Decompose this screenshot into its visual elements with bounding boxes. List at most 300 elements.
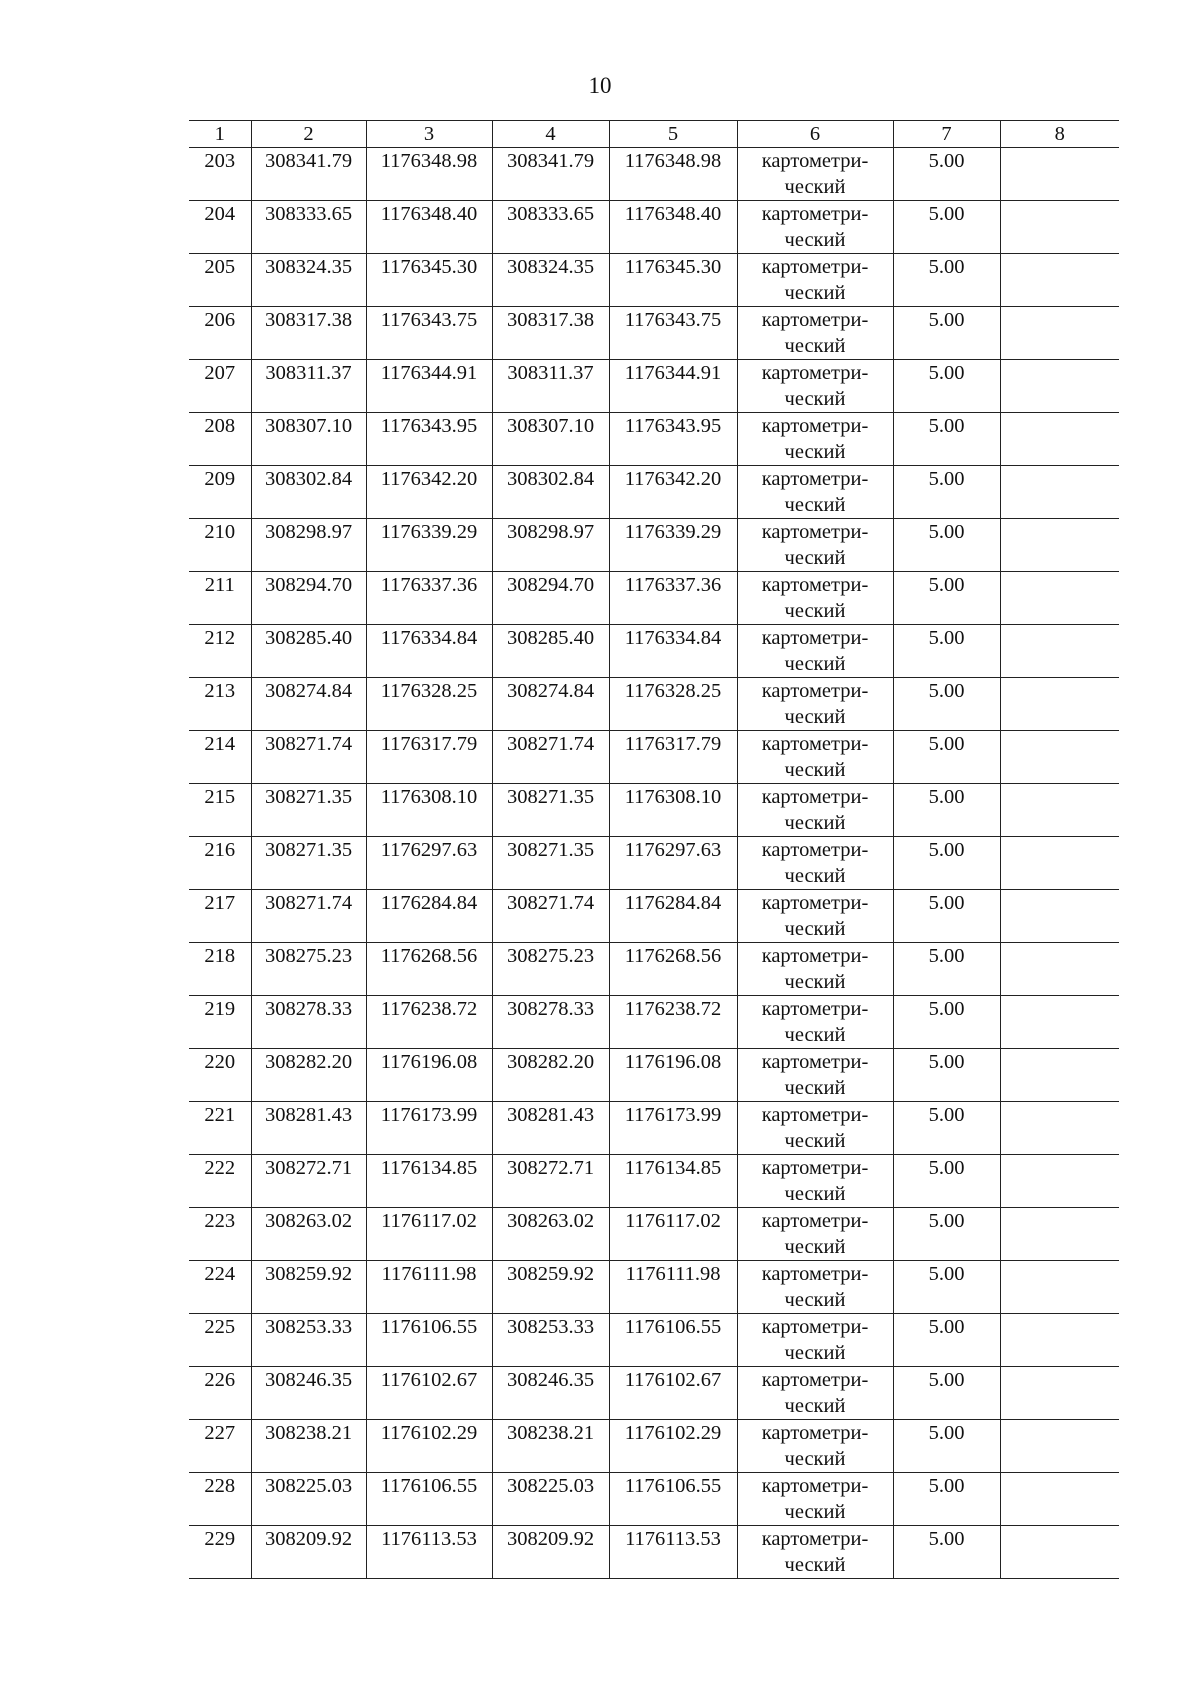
point-number-cell: 206: [189, 307, 251, 360]
y-coordinate-cell: 1176106.55: [609, 1314, 737, 1367]
method-text: картометри-: [761, 574, 869, 596]
x-coordinate-cell: 308225.03: [492, 1473, 609, 1526]
notes-cell: [1000, 1261, 1119, 1314]
method-text: картометри-: [761, 1263, 869, 1285]
table-row: [189, 201, 1119, 254]
accuracy-cell: 5.00: [893, 784, 1000, 837]
column-header: 8: [1000, 121, 1119, 148]
method-text: картометри-: [761, 1051, 869, 1073]
accuracy-cell: 5.00: [893, 148, 1000, 201]
y-coordinate-cell: 1176113.53: [609, 1526, 737, 1579]
accuracy-cell: 5.00: [893, 201, 1000, 254]
method-text: ческий: [784, 1395, 846, 1417]
accuracy-cell: 5.00: [893, 837, 1000, 890]
point-number-cell: 209: [189, 466, 251, 519]
method-cell: [737, 360, 893, 413]
x-coordinate-cell: 308271.35: [492, 784, 609, 837]
notes-cell: [1000, 1473, 1119, 1526]
x-coordinate-cell: 308263.02: [251, 1208, 366, 1261]
method-text: ческий: [784, 1448, 846, 1470]
y-coordinate-cell: 1176111.98: [609, 1261, 737, 1314]
x-coordinate-cell: 308271.74: [492, 890, 609, 943]
method-text: ческий: [784, 1289, 846, 1311]
method-text: картометри-: [761, 1210, 869, 1232]
point-number-cell: 219: [189, 996, 251, 1049]
x-coordinate-cell: 308271.35: [492, 837, 609, 890]
method-text: картометри-: [761, 1475, 869, 1497]
x-coordinate-cell: 308272.71: [492, 1155, 609, 1208]
y-coordinate-cell: 1176348.40: [366, 201, 492, 254]
table-row: [189, 890, 1119, 943]
y-coordinate-cell: 1176334.84: [609, 625, 737, 678]
method-text: ческий: [784, 1024, 846, 1046]
accuracy-cell: 5.00: [893, 1526, 1000, 1579]
method-text: ческий: [784, 441, 846, 463]
method-text: картометри-: [761, 733, 869, 755]
table-row: [189, 625, 1119, 678]
accuracy-cell: 5.00: [893, 1208, 1000, 1261]
table-body: [189, 148, 1119, 1579]
point-number-cell: 227: [189, 1420, 251, 1473]
notes-cell: [1000, 625, 1119, 678]
table-row: [189, 1420, 1119, 1473]
x-coordinate-cell: 308341.79: [251, 148, 366, 201]
point-number-cell: 205: [189, 254, 251, 307]
table-row: [189, 148, 1119, 201]
method-cell: [737, 307, 893, 360]
x-coordinate-cell: 308302.84: [251, 466, 366, 519]
x-coordinate-cell: 308333.65: [251, 201, 366, 254]
y-coordinate-cell: 1176345.30: [366, 254, 492, 307]
method-text: ческий: [784, 971, 846, 993]
method-cell: [737, 1049, 893, 1102]
x-coordinate-cell: 308307.10: [251, 413, 366, 466]
x-coordinate-cell: 308324.35: [251, 254, 366, 307]
notes-cell: [1000, 1367, 1119, 1420]
table-row: [189, 1102, 1119, 1155]
accuracy-cell: 5.00: [893, 731, 1000, 784]
method-text: картометри-: [761, 945, 869, 967]
method-text: ческий: [784, 494, 846, 516]
notes-cell: [1000, 466, 1119, 519]
notes-cell: [1000, 731, 1119, 784]
table-row: [189, 678, 1119, 731]
y-coordinate-cell: 1176342.20: [609, 466, 737, 519]
x-coordinate-cell: 308278.33: [251, 996, 366, 1049]
method-text: ческий: [784, 282, 846, 304]
method-cell: [737, 1473, 893, 1526]
y-coordinate-cell: 1176102.29: [366, 1420, 492, 1473]
table-row: [189, 837, 1119, 890]
accuracy-cell: 5.00: [893, 1261, 1000, 1314]
method-text: картометри-: [761, 1422, 869, 1444]
method-text: картометри-: [761, 839, 869, 861]
method-text: ческий: [784, 600, 846, 622]
method-text: картометри-: [761, 309, 869, 331]
notes-cell: [1000, 678, 1119, 731]
y-coordinate-cell: 1176117.02: [609, 1208, 737, 1261]
point-number-cell: 216: [189, 837, 251, 890]
point-number-cell: 222: [189, 1155, 251, 1208]
y-coordinate-cell: 1176196.08: [609, 1049, 737, 1102]
method-text: картометри-: [761, 521, 869, 543]
y-coordinate-cell: 1176337.36: [609, 572, 737, 625]
table-row: [189, 360, 1119, 413]
y-coordinate-cell: 1176134.85: [366, 1155, 492, 1208]
column-header: 1: [189, 121, 251, 148]
point-number-cell: 204: [189, 201, 251, 254]
method-cell: [737, 519, 893, 572]
x-coordinate-cell: 308246.35: [492, 1367, 609, 1420]
accuracy-cell: 5.00: [893, 1155, 1000, 1208]
method-cell: [737, 1526, 893, 1579]
x-coordinate-cell: 308259.92: [251, 1261, 366, 1314]
x-coordinate-cell: 308253.33: [492, 1314, 609, 1367]
notes-cell: [1000, 201, 1119, 254]
method-cell: [737, 678, 893, 731]
y-coordinate-cell: 1176284.84: [366, 890, 492, 943]
method-text: ческий: [784, 1554, 846, 1576]
notes-cell: [1000, 1102, 1119, 1155]
method-text: ческий: [784, 229, 846, 251]
x-coordinate-cell: 308275.23: [251, 943, 366, 996]
method-text: картометри-: [761, 415, 869, 437]
notes-cell: [1000, 413, 1119, 466]
notes-cell: [1000, 784, 1119, 837]
notes-cell: [1000, 254, 1119, 307]
point-number-cell: 212: [189, 625, 251, 678]
point-number-cell: 224: [189, 1261, 251, 1314]
accuracy-cell: 5.00: [893, 890, 1000, 943]
notes-cell: [1000, 1526, 1119, 1579]
x-coordinate-cell: 308311.37: [251, 360, 366, 413]
method-cell: [737, 996, 893, 1049]
y-coordinate-cell: 1176102.67: [609, 1367, 737, 1420]
page-number: 10: [588, 73, 612, 98]
method-cell: [737, 1102, 893, 1155]
method-text: картометри-: [761, 1528, 869, 1550]
x-coordinate-cell: 308281.43: [251, 1102, 366, 1155]
accuracy-cell: 5.00: [893, 254, 1000, 307]
x-coordinate-cell: 308298.97: [492, 519, 609, 572]
method-text: ческий: [784, 812, 846, 834]
method-cell: [737, 254, 893, 307]
column-header: 5: [609, 121, 737, 148]
point-number-cell: 218: [189, 943, 251, 996]
x-coordinate-cell: 308278.33: [492, 996, 609, 1049]
method-text: ческий: [784, 1342, 846, 1364]
point-number-cell: 215: [189, 784, 251, 837]
y-coordinate-cell: 1176173.99: [609, 1102, 737, 1155]
point-number-cell: 226: [189, 1367, 251, 1420]
x-coordinate-cell: 308271.74: [492, 731, 609, 784]
x-coordinate-cell: 308271.74: [251, 890, 366, 943]
table-header-row: [189, 121, 1119, 148]
x-coordinate-cell: 308259.92: [492, 1261, 609, 1314]
table-row: [189, 572, 1119, 625]
x-coordinate-cell: 308271.35: [251, 837, 366, 890]
point-number-cell: 223: [189, 1208, 251, 1261]
x-coordinate-cell: 308209.92: [492, 1526, 609, 1579]
table-row: [189, 1526, 1119, 1579]
y-coordinate-cell: 1176343.75: [609, 307, 737, 360]
y-coordinate-cell: 1176117.02: [366, 1208, 492, 1261]
accuracy-cell: 5.00: [893, 1314, 1000, 1367]
method-text: картометри-: [761, 892, 869, 914]
table-row: [189, 519, 1119, 572]
y-coordinate-cell: 1176308.10: [609, 784, 737, 837]
point-number-cell: 208: [189, 413, 251, 466]
method-cell: [737, 784, 893, 837]
x-coordinate-cell: 308317.38: [251, 307, 366, 360]
method-cell: [737, 1420, 893, 1473]
y-coordinate-cell: 1176343.75: [366, 307, 492, 360]
y-coordinate-cell: 1176106.55: [609, 1473, 737, 1526]
method-cell: [737, 1155, 893, 1208]
accuracy-cell: 5.00: [893, 307, 1000, 360]
method-cell: [737, 201, 893, 254]
x-coordinate-cell: 308271.74: [251, 731, 366, 784]
x-coordinate-cell: 308324.35: [492, 254, 609, 307]
table-row: [189, 1049, 1119, 1102]
y-coordinate-cell: 1176334.84: [366, 625, 492, 678]
notes-cell: [1000, 1420, 1119, 1473]
notes-cell: [1000, 307, 1119, 360]
method-cell: [737, 837, 893, 890]
accuracy-cell: 5.00: [893, 572, 1000, 625]
coordinates-table: [189, 120, 1119, 1579]
y-coordinate-cell: 1176284.84: [609, 890, 737, 943]
x-coordinate-cell: 308275.23: [492, 943, 609, 996]
method-text: картометри-: [761, 1104, 869, 1126]
method-cell: [737, 148, 893, 201]
table-row: [189, 1314, 1119, 1367]
point-number-cell: 229: [189, 1526, 251, 1579]
point-number-cell: 217: [189, 890, 251, 943]
method-cell: [737, 466, 893, 519]
x-coordinate-cell: 308285.40: [251, 625, 366, 678]
method-cell: [737, 1367, 893, 1420]
x-coordinate-cell: 308263.02: [492, 1208, 609, 1261]
x-coordinate-cell: 308341.79: [492, 148, 609, 201]
table-row: [189, 307, 1119, 360]
method-cell: [737, 572, 893, 625]
method-text: ческий: [784, 335, 846, 357]
accuracy-cell: 5.00: [893, 466, 1000, 519]
x-coordinate-cell: 308302.84: [492, 466, 609, 519]
table-row: [189, 996, 1119, 1049]
method-text: ческий: [784, 706, 846, 728]
point-number-cell: 220: [189, 1049, 251, 1102]
notes-cell: [1000, 890, 1119, 943]
x-coordinate-cell: 308209.92: [251, 1526, 366, 1579]
y-coordinate-cell: 1176317.79: [609, 731, 737, 784]
y-coordinate-cell: 1176173.99: [366, 1102, 492, 1155]
x-coordinate-cell: 308317.38: [492, 307, 609, 360]
y-coordinate-cell: 1176343.95: [609, 413, 737, 466]
method-text: ческий: [784, 759, 846, 781]
notes-cell: [1000, 837, 1119, 890]
table-row: [189, 1367, 1119, 1420]
method-text: ческий: [784, 865, 846, 887]
notes-cell: [1000, 996, 1119, 1049]
accuracy-cell: 5.00: [893, 943, 1000, 996]
table-row: [189, 1261, 1119, 1314]
column-header: 3: [366, 121, 492, 148]
method-text: картометри-: [761, 680, 869, 702]
notes-cell: [1000, 943, 1119, 996]
notes-cell: [1000, 1314, 1119, 1367]
accuracy-cell: 5.00: [893, 519, 1000, 572]
notes-cell: [1000, 572, 1119, 625]
accuracy-cell: 5.00: [893, 1420, 1000, 1473]
method-text: ческий: [784, 653, 846, 675]
method-cell: [737, 943, 893, 996]
y-coordinate-cell: 1176297.63: [366, 837, 492, 890]
y-coordinate-cell: 1176345.30: [609, 254, 737, 307]
y-coordinate-cell: 1176348.40: [609, 201, 737, 254]
method-text: ческий: [784, 1501, 846, 1523]
table-row: [189, 943, 1119, 996]
x-coordinate-cell: 308253.33: [251, 1314, 366, 1367]
method-text: картометри-: [761, 256, 869, 278]
method-text: картометри-: [761, 1157, 869, 1179]
table-row: [189, 731, 1119, 784]
x-coordinate-cell: 308285.40: [492, 625, 609, 678]
y-coordinate-cell: 1176339.29: [609, 519, 737, 572]
y-coordinate-cell: 1176238.72: [609, 996, 737, 1049]
table-row: [189, 1473, 1119, 1526]
y-coordinate-cell: 1176106.55: [366, 1473, 492, 1526]
x-coordinate-cell: 308282.20: [492, 1049, 609, 1102]
x-coordinate-cell: 308272.71: [251, 1155, 366, 1208]
method-text: ческий: [784, 1077, 846, 1099]
accuracy-cell: 5.00: [893, 996, 1000, 1049]
table-row: [189, 784, 1119, 837]
method-text: ческий: [784, 1236, 846, 1258]
method-text: ческий: [784, 1183, 846, 1205]
y-coordinate-cell: 1176102.29: [609, 1420, 737, 1473]
column-header: 7: [893, 121, 1000, 148]
method-cell: [737, 625, 893, 678]
notes-cell: [1000, 1049, 1119, 1102]
y-coordinate-cell: 1176339.29: [366, 519, 492, 572]
y-coordinate-cell: 1176343.95: [366, 413, 492, 466]
x-coordinate-cell: 308282.20: [251, 1049, 366, 1102]
accuracy-cell: 5.00: [893, 678, 1000, 731]
method-text: картометри-: [761, 1316, 869, 1338]
x-coordinate-cell: 308274.84: [492, 678, 609, 731]
method-text: картометри-: [761, 362, 869, 384]
x-coordinate-cell: 308294.70: [251, 572, 366, 625]
accuracy-cell: 5.00: [893, 1049, 1000, 1102]
y-coordinate-cell: 1176342.20: [366, 466, 492, 519]
method-cell: [737, 1208, 893, 1261]
y-coordinate-cell: 1176328.25: [366, 678, 492, 731]
table-row: [189, 466, 1119, 519]
x-coordinate-cell: 308238.21: [492, 1420, 609, 1473]
y-coordinate-cell: 1176328.25: [609, 678, 737, 731]
x-coordinate-cell: 308294.70: [492, 572, 609, 625]
y-coordinate-cell: 1176102.67: [366, 1367, 492, 1420]
accuracy-cell: 5.00: [893, 360, 1000, 413]
x-coordinate-cell: 308298.97: [251, 519, 366, 572]
x-coordinate-cell: 308271.35: [251, 784, 366, 837]
point-number-cell: 211: [189, 572, 251, 625]
y-coordinate-cell: 1176297.63: [609, 837, 737, 890]
y-coordinate-cell: 1176344.91: [366, 360, 492, 413]
notes-cell: [1000, 519, 1119, 572]
point-number-cell: 203: [189, 148, 251, 201]
notes-cell: [1000, 1208, 1119, 1261]
method-text: картометри-: [761, 1369, 869, 1391]
point-number-cell: 210: [189, 519, 251, 572]
y-coordinate-cell: 1176268.56: [609, 943, 737, 996]
column-header: 4: [492, 121, 609, 148]
method-text: ческий: [784, 547, 846, 569]
y-coordinate-cell: 1176238.72: [366, 996, 492, 1049]
point-number-cell: 225: [189, 1314, 251, 1367]
x-coordinate-cell: 308333.65: [492, 201, 609, 254]
y-coordinate-cell: 1176308.10: [366, 784, 492, 837]
method-cell: [737, 731, 893, 784]
table-row: [189, 1155, 1119, 1208]
method-text: картометри-: [761, 627, 869, 649]
y-coordinate-cell: 1176111.98: [366, 1261, 492, 1314]
accuracy-cell: 5.00: [893, 625, 1000, 678]
x-coordinate-cell: 308246.35: [251, 1367, 366, 1420]
y-coordinate-cell: 1176268.56: [366, 943, 492, 996]
column-header: 2: [251, 121, 366, 148]
x-coordinate-cell: 308307.10: [492, 413, 609, 466]
y-coordinate-cell: 1176113.53: [366, 1526, 492, 1579]
accuracy-cell: 5.00: [893, 1473, 1000, 1526]
method-text: картометри-: [761, 786, 869, 808]
point-number-cell: 228: [189, 1473, 251, 1526]
table-row: [189, 1208, 1119, 1261]
method-text: картометри-: [761, 150, 869, 172]
y-coordinate-cell: 1176106.55: [366, 1314, 492, 1367]
y-coordinate-cell: 1176337.36: [366, 572, 492, 625]
x-coordinate-cell: 308311.37: [492, 360, 609, 413]
x-coordinate-cell: 308274.84: [251, 678, 366, 731]
accuracy-cell: 5.00: [893, 1367, 1000, 1420]
y-coordinate-cell: 1176348.98: [366, 148, 492, 201]
x-coordinate-cell: 308281.43: [492, 1102, 609, 1155]
point-number-cell: 207: [189, 360, 251, 413]
method-text: картометри-: [761, 468, 869, 490]
point-number-cell: 214: [189, 731, 251, 784]
method-cell: [737, 413, 893, 466]
notes-cell: [1000, 148, 1119, 201]
y-coordinate-cell: 1176196.08: [366, 1049, 492, 1102]
notes-cell: [1000, 1155, 1119, 1208]
column-header: 6: [737, 121, 893, 148]
method-cell: [737, 890, 893, 943]
x-coordinate-cell: 308238.21: [251, 1420, 366, 1473]
table-row: [189, 413, 1119, 466]
accuracy-cell: 5.00: [893, 413, 1000, 466]
table-row: [189, 254, 1119, 307]
x-coordinate-cell: 308225.03: [251, 1473, 366, 1526]
method-text: ческий: [784, 176, 846, 198]
method-text: ческий: [784, 388, 846, 410]
method-cell: [737, 1261, 893, 1314]
method-text: ческий: [784, 918, 846, 940]
method-text: ческий: [784, 1130, 846, 1152]
notes-cell: [1000, 360, 1119, 413]
method-cell: [737, 1314, 893, 1367]
